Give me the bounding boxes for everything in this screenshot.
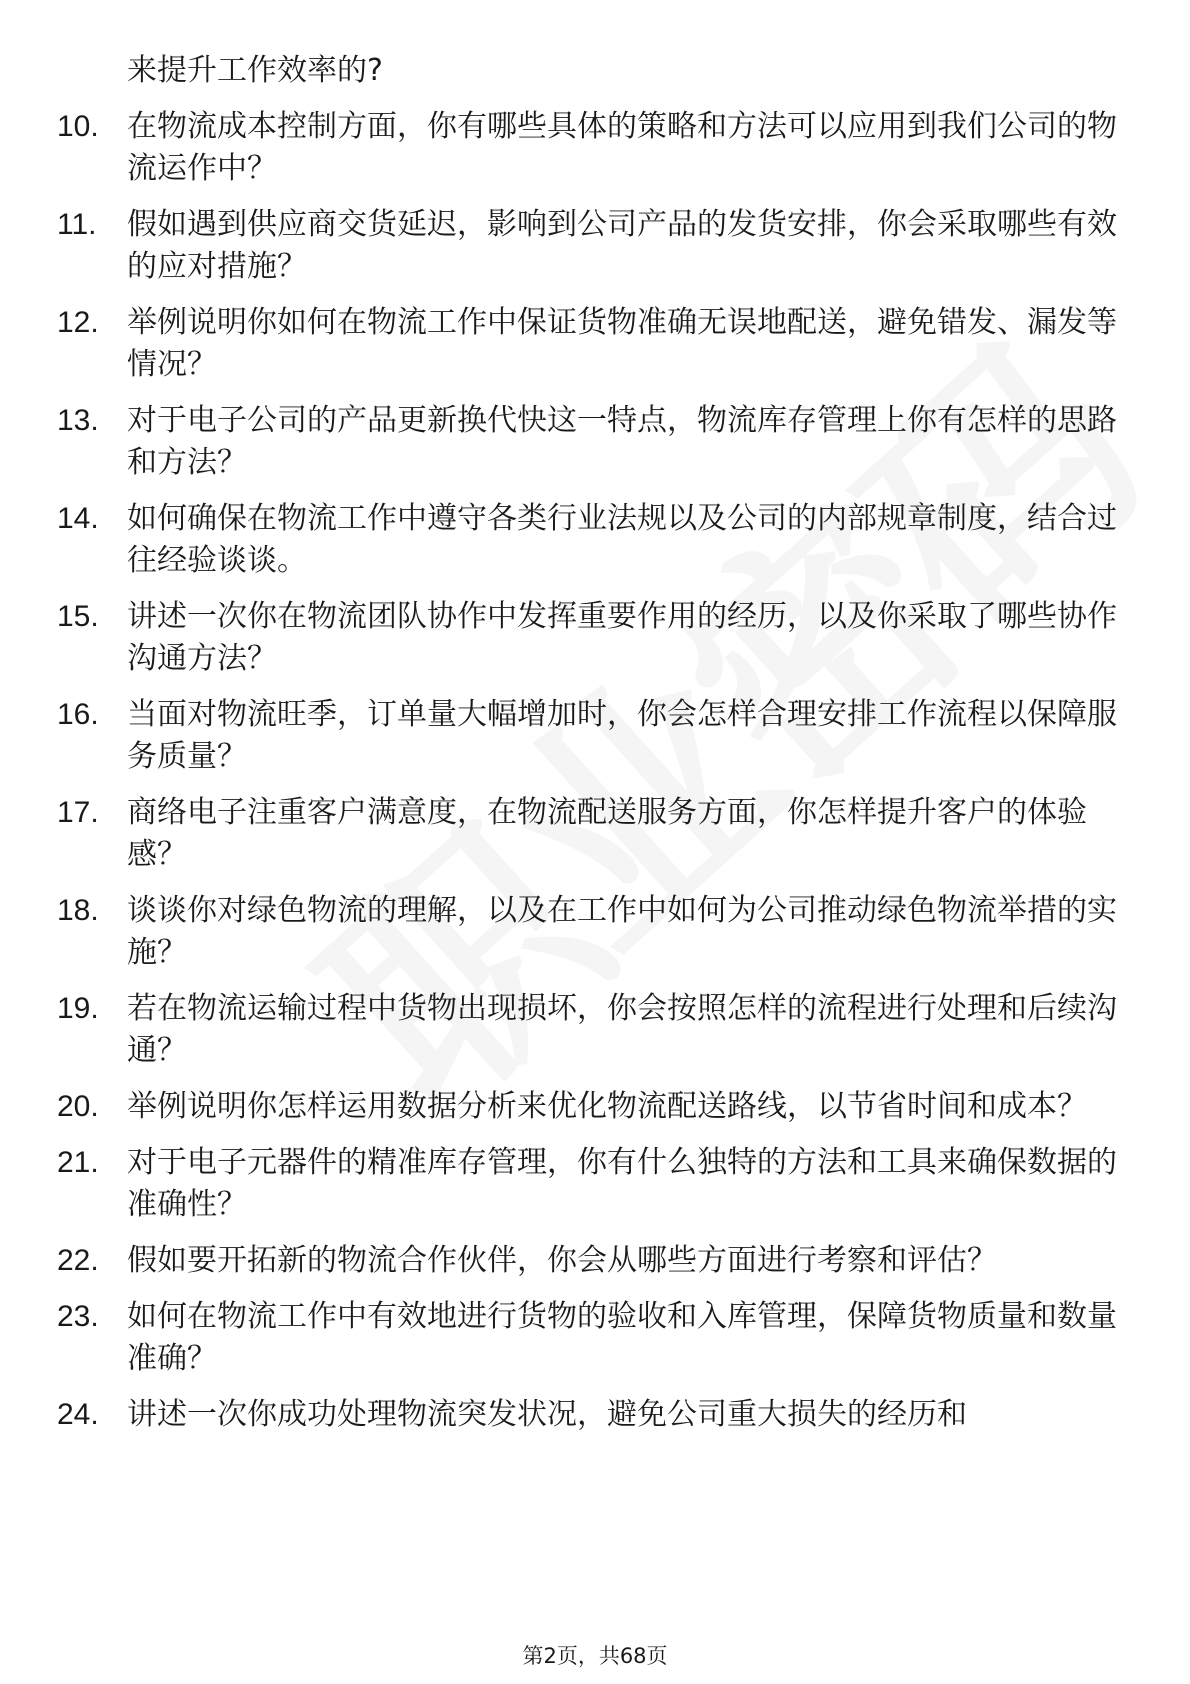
item-text: 若在物流运输过程中货物出现损坏，你会按照怎样的流程进行处理和后续沟通？ [127,991,1117,1068]
items-container [57,106,1117,1436]
item-text: 对于电子公司的产品更新换代快这一特点，物流库存管理上你有怎样的思路和方法？ [127,403,1117,480]
continuation-text: 来提升工作效率的? [127,53,383,88]
item-number: 12. [57,306,99,339]
list-item [57,400,1117,484]
list-item [57,204,1117,288]
item-number: 13. [57,404,99,437]
item-number: 14. [57,502,99,535]
item-text: 商络电子注重客户满意度，在物流配送服务方面，你怎样提升客户的体验感？ [127,795,1087,872]
list-item [57,106,1117,190]
list-item [57,498,1117,582]
item-text: 讲述一次你在物流团队协作中发挥重要作用的经历，以及你采取了哪些协作沟通方法？ [127,599,1117,676]
list-item [57,1086,1117,1128]
item-text: 在物流成本控制方面，你有哪些具体的策略和方法可以应用到我们公司的物流运作中？ [127,109,1117,186]
question-list [57,50,1117,1450]
item-number: 15. [57,600,99,633]
item-text: 假如要开拓新的物流合作伙伴，你会从哪些方面进行考察和评估？ [127,1243,997,1278]
list-item [57,792,1117,876]
item-number: 21. [57,1146,99,1179]
item-number: 20. [57,1090,99,1123]
list-item [57,1394,1117,1436]
item-text: 举例说明你怎样运用数据分析来优化物流配送路线，以节省时间和成本？ [127,1089,1087,1124]
item-number: 11. [57,208,97,241]
item-number: 22. [57,1244,99,1277]
item-text: 对于电子元器件的精准库存管理，你有什么独特的方法和工具来确保数据的准确性？ [127,1145,1117,1222]
list-item [57,1142,1117,1226]
item-text: 如何在物流工作中有效地进行货物的验收和入库管理，保障货物质量和数量准确？ [127,1299,1117,1376]
item-text: 如何确保在物流工作中遵守各类行业法规以及公司的内部规章制度，结合过往经验谈谈。 [127,501,1117,578]
item-number: 18. [57,894,99,927]
item-text: 当面对物流旺季，订单量大幅增加时，你会怎样合理安排工作流程以保障服务质量？ [127,697,1117,774]
page-footer: 第2页，共68页 [522,1644,668,1668]
item-text: 假如遇到供应商交货延迟，影响到公司产品的发货安排，你会采取哪些有效的应对措施？ [127,207,1117,284]
item-number: 17. [57,796,99,829]
list-item [57,890,1117,974]
list-item [57,596,1117,680]
item-text: 谈谈你对绿色物流的理解，以及在工作中如何为公司推动绿色物流举措的实施？ [127,893,1117,970]
item-number: 24. [57,1398,99,1431]
item-number: 10. [57,110,99,143]
list-item [57,302,1117,386]
list-item [57,1296,1117,1380]
item-number: 16. [57,698,99,731]
list-item [57,694,1117,778]
list-item [57,988,1117,1072]
item-number: 23. [57,1300,99,1333]
item-text: 举例说明你如何在物流工作中保证货物准确无误地配送，避免错发、漏发等情况？ [127,305,1117,382]
item-number: 19. [57,992,99,1025]
item-text: 讲述一次你成功处理物流突发状况，避免公司重大损失的经历和 [127,1397,967,1432]
list-item [57,1240,1117,1282]
